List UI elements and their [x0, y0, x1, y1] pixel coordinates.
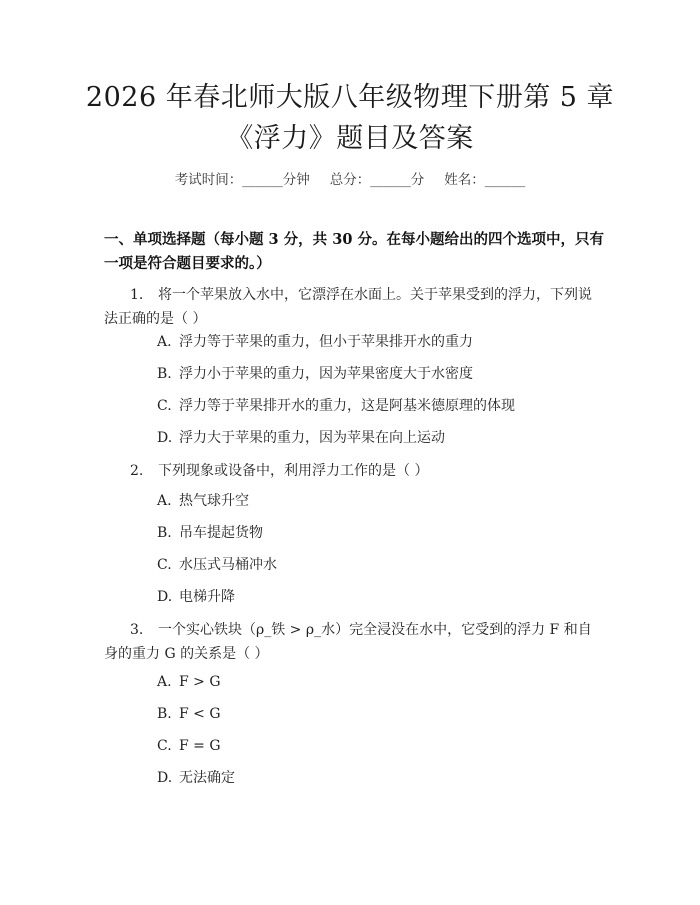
- question-1-option-b: [157, 364, 473, 384]
- option-text: F < G: [179, 706, 221, 722]
- option-text: 吊车提起货物: [179, 525, 263, 541]
- question-2: [104, 459, 604, 483]
- exam-meta-line: [0, 168, 700, 188]
- option-letter: A.: [157, 493, 172, 509]
- option-letter: C.: [157, 557, 172, 573]
- question-3-option-d: [157, 768, 235, 788]
- option-letter: B.: [157, 525, 172, 541]
- question-stem: 一个实心铁块（ρ_铁 > ρ_水）完全浸没在水中，它受到的浮力 F 和自身的重力 G 的关系是（ ）: [104, 622, 592, 662]
- question-1-option-d: [157, 428, 445, 448]
- question-stem: 将一个苹果放入水中，它漂浮在水面上。关于苹果受到的浮力，下列说法正确的是（ ）: [104, 287, 592, 327]
- student-name-field: 姓名：______: [444, 172, 526, 188]
- question-stem: 下列现象或设备中，利用浮力工作的是（ ）: [158, 463, 429, 479]
- option-letter: C.: [157, 738, 172, 754]
- question-3: [104, 618, 604, 666]
- question-number: 2.: [130, 463, 144, 479]
- question-2-option-c: [157, 555, 277, 575]
- question-3-option-a: [157, 672, 221, 692]
- option-text: 浮力等于苹果的重力，但小于苹果排开水的重力: [179, 334, 473, 350]
- question-1: [104, 283, 604, 331]
- option-text: 浮力大于苹果的重力，因为苹果在向上运动: [179, 430, 445, 446]
- document-title-line-1: 2026 年春北师大版八年级物理下册第 5 章: [85, 82, 615, 113]
- question-2-option-d: [157, 587, 235, 607]
- total-score-field: 总分：______分: [329, 172, 425, 188]
- option-text: 热气球升空: [179, 493, 249, 509]
- option-text: F = G: [179, 738, 221, 754]
- question-3-option-b: [157, 704, 221, 724]
- section-heading-single-choice: 一、单项选择题（每小题 3 分，共 30 分。在每小题给出的四个选项中，只有一项是符合题目要求的。）: [104, 231, 604, 272]
- document-title-line-2: 《浮力》题目及答案: [226, 123, 474, 154]
- option-letter: D.: [157, 430, 173, 446]
- question-number: 3.: [130, 622, 144, 638]
- question-1-option-c: [157, 396, 515, 416]
- question-2-option-b: [157, 523, 263, 543]
- option-text: 浮力等于苹果排开水的重力，这是阿基米德原理的体现: [179, 398, 515, 414]
- option-text: 浮力小于苹果的重力，因为苹果密度大于水密度: [179, 366, 473, 382]
- question-2-option-a: [157, 491, 249, 511]
- option-text: F > G: [179, 674, 221, 690]
- option-letter: B.: [157, 366, 172, 382]
- option-letter: D.: [157, 770, 173, 786]
- exam-time-field: 考试时间：______分钟: [174, 172, 310, 188]
- option-letter: C.: [157, 398, 172, 414]
- question-number: 1.: [130, 287, 144, 303]
- option-letter: B.: [157, 706, 172, 722]
- question-3-option-c: [157, 736, 221, 756]
- option-letter: A.: [157, 334, 172, 350]
- option-text: 电梯升降: [179, 589, 235, 605]
- option-letter: D.: [157, 589, 173, 605]
- option-letter: A.: [157, 674, 172, 690]
- option-text: 无法确定: [179, 770, 235, 786]
- option-text: 水压式马桶冲水: [179, 557, 277, 573]
- question-1-option-a: [157, 332, 473, 352]
